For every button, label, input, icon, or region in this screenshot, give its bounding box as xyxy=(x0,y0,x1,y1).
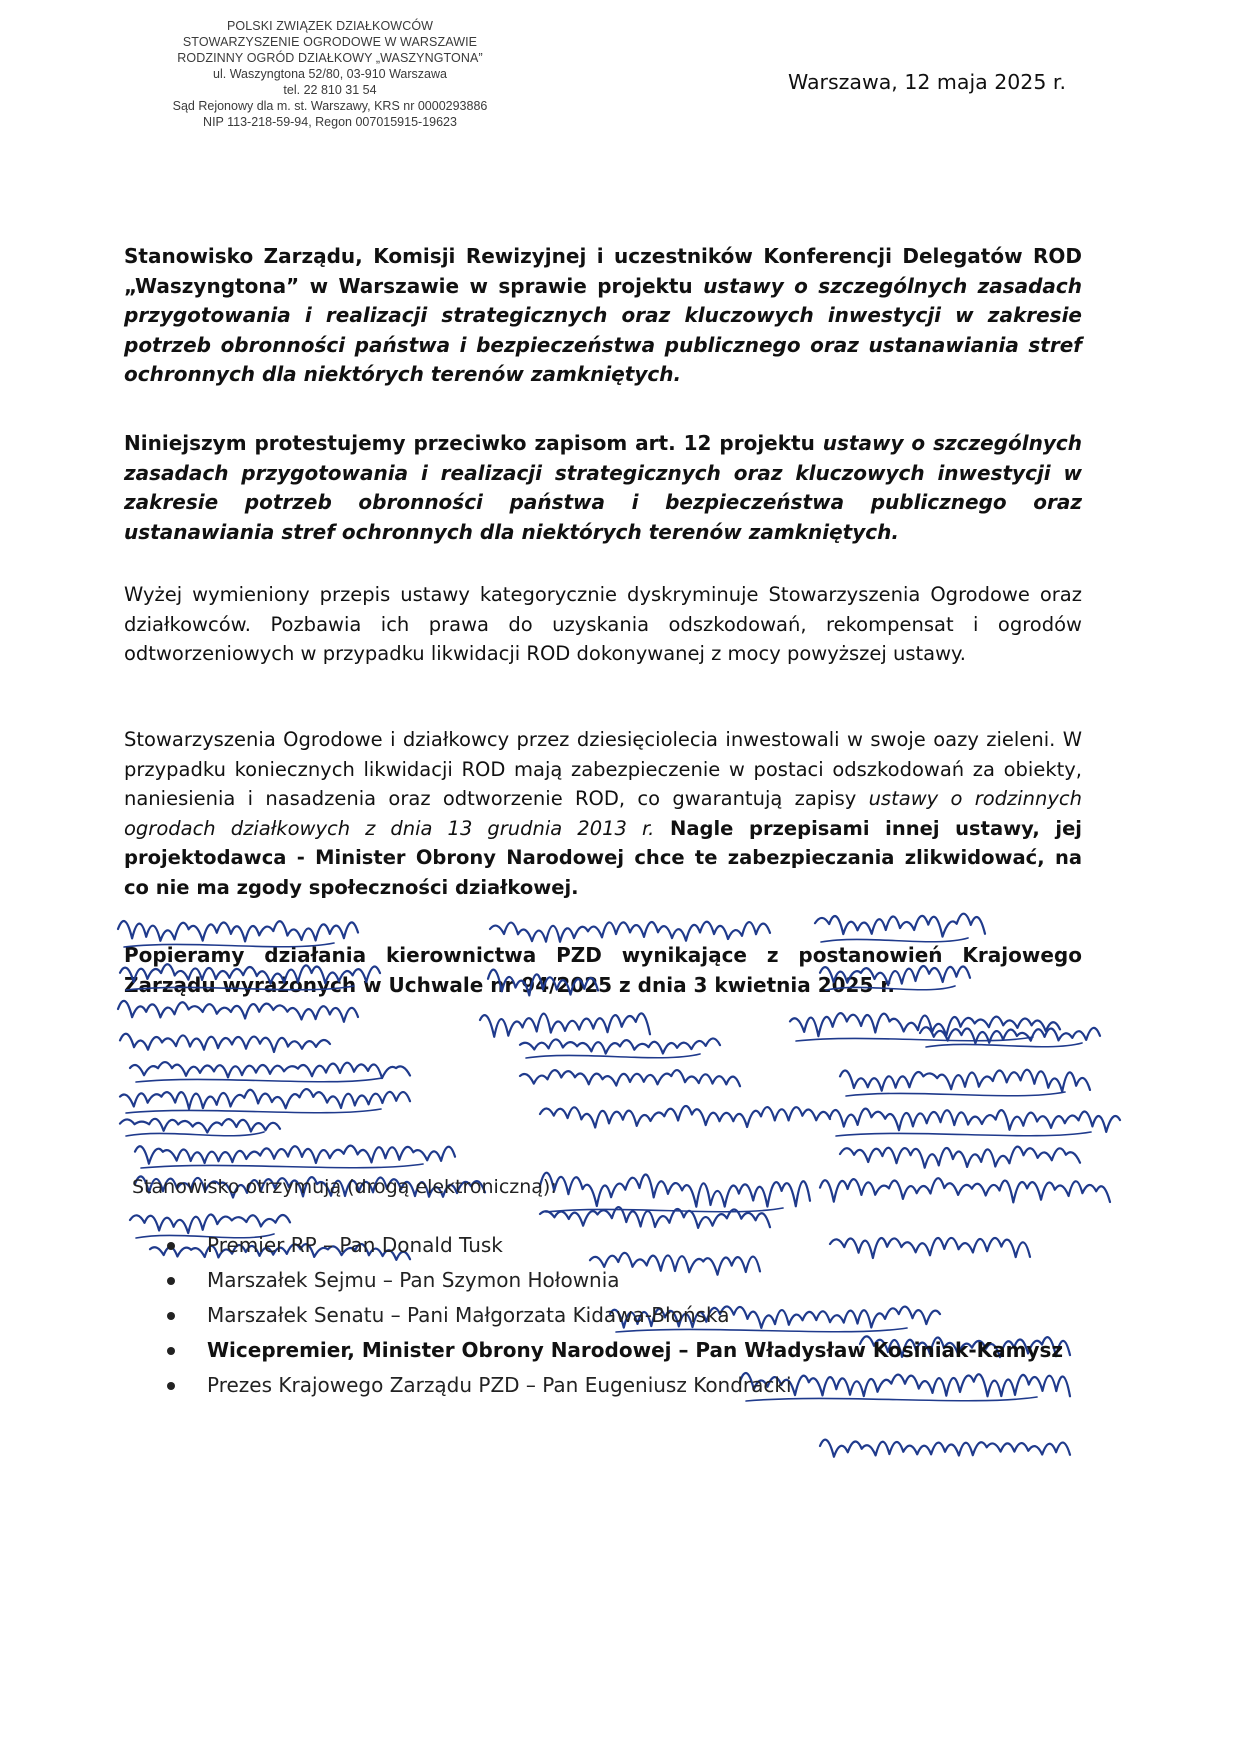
signature-mark xyxy=(540,1173,810,1207)
signature-mark xyxy=(135,1146,455,1164)
signature-mark xyxy=(120,1034,330,1052)
signature-flourish xyxy=(526,1054,700,1058)
signature-flourish xyxy=(836,1132,1091,1136)
stamp-line-krs: Sąd Rejonowy dla m. st. Warszawy, KRS nr 0000293886 xyxy=(172,99,488,113)
signature-flourish xyxy=(141,1164,423,1168)
signature-mark xyxy=(820,1178,1110,1202)
investment-paragraph xyxy=(124,725,1082,902)
bullet-icon xyxy=(167,1242,175,1250)
signature-mark xyxy=(520,1070,740,1086)
protest-act-name: ustawy o szczególnych zasadach przygotowania i realizacji strategicznych oraz kluczowych inwestycji w zakresie potrzeb obronności państwa i bezpieczeństwa publicznego oraz ustanawiania stref ochronnych dla niektórych terenów zamkniętych. xyxy=(124,431,1082,544)
signature-mark xyxy=(490,922,770,942)
stamp-line-association: STOWARZYSZENIE OGRODOWE W WARSZAWIE xyxy=(182,35,478,49)
protest-paragraph xyxy=(124,429,1082,547)
signature-mark xyxy=(815,914,985,937)
signature-mark xyxy=(540,1106,830,1128)
signature-mark xyxy=(840,1147,1080,1168)
signature-flourish xyxy=(126,1132,264,1136)
protest-text: Niniejszym protestujemy przeciwko zapisom art. 12 projektu xyxy=(124,431,823,455)
signature-mark xyxy=(480,1013,650,1036)
bullet-icon xyxy=(167,1347,175,1355)
stamp-line-phone: tel. 22 810 31 54 xyxy=(283,83,377,97)
signature-flourish xyxy=(926,1043,1082,1047)
signature-mark xyxy=(120,1119,280,1133)
letter-date: Warszawa, 12 maja 2025 r. xyxy=(788,70,1066,94)
signature-flourish xyxy=(796,1037,1033,1041)
signature-flourish xyxy=(546,1208,783,1212)
recipient-label: Marszałek Senatu – Pani Małgorzata Kidawa-Błońska xyxy=(207,1303,730,1327)
discrimination-paragraph: Wyżej wymieniony przepis ustawy kategorycznie dyskryminuje Stowarzyszenia Ogrodowe oraz działkowców. Pozbawia ich prawa do uzyskania odszkodowań, rekompensat i ogrodów odtworzeniowych w przypadku likwidacji ROD dokonywanej z mocy powyższej ustawy. xyxy=(124,583,1082,665)
stamp-line-nip: NIP 113-218-59-94, Regon 007015915-19623 xyxy=(203,115,457,129)
recipient-item xyxy=(165,1298,1063,1333)
support-paragraph: Popieramy działania kierownictwa PZD wynikające z postanowień Krajowego Zarządu wyrażonych w Uchwale nr 94/2025 z dnia 3 kwietnia 2025 r. xyxy=(124,943,1082,997)
recipients-list xyxy=(165,1228,1063,1403)
minister-statement: Nagle przepisami innej ustawy, jej projektodawca - Minister Obrony Narodowej chce te zabezpieczania zlikwidować, na co nie ma zgody społeczności działkowej. xyxy=(124,816,1082,899)
stamp-line-address: ul. Waszyngtona 52/80, 03-910 Warszawa xyxy=(213,67,447,81)
signature-mark xyxy=(130,1062,410,1078)
recipient-item xyxy=(165,1333,1063,1368)
signature-mark xyxy=(830,1109,1120,1132)
signature-mark xyxy=(790,1013,1060,1036)
signature-flourish xyxy=(136,1078,382,1082)
title-act-name: ustawy o szczególnych zasadach przygotowania i realizacji strategicznych oraz kluczowych inwestycji w zakresie potrzeb obronności państwa i bezpieczeństwa publicznego oraz ustanawiania stref ochronnych dla niektórych terenów zamkniętych. xyxy=(124,273,1083,386)
signature-flourish xyxy=(846,1092,1065,1096)
signature-flourish xyxy=(126,1109,381,1113)
signature-mark xyxy=(840,1070,1090,1092)
recipient-label: Marszałek Sejmu – Pan Szymon Hołownia xyxy=(207,1268,620,1292)
bullet-icon xyxy=(167,1277,175,1285)
signature-mark xyxy=(520,1038,720,1053)
stamp-line-union: POLSKI ZWIĄZEK DZIAŁKOWCÓW xyxy=(226,19,434,33)
recipients-heading: Stanowisko otrzymują (drogą elektroniczną): xyxy=(132,1176,557,1198)
recipient-item xyxy=(165,1228,1063,1263)
stamp-line-garden: RODZINNY OGRÓD DZIAŁKOWY „WASZYNGTONA” xyxy=(177,51,483,65)
letterhead-stamp xyxy=(150,18,510,130)
signature-mark xyxy=(120,1089,410,1109)
signature-mark xyxy=(118,921,358,941)
title-text: Stanowisko Zarządu, Komisji Rewizyjnej i uczestników Konferencji Delegatów ROD „Waszyngtona” w Warszawie w sprawie projektu xyxy=(124,244,1082,298)
recipient-item xyxy=(165,1263,1063,1298)
bullet-icon xyxy=(167,1312,175,1320)
recipient-label: Wicepremier, Minister Obrony Narodowej – Pan Władysław Kosiniak-Kamysz xyxy=(207,1338,1064,1362)
letter-title xyxy=(124,242,1082,390)
signature-mark xyxy=(540,1207,770,1228)
recipient-item xyxy=(165,1368,1063,1403)
allotment-act-name: ustawy o rodzinnych ogrodach działkowych z dnia 13 grudnia 2013 r. xyxy=(124,787,1083,840)
signature-mark xyxy=(118,1001,358,1022)
signature-mark xyxy=(820,1440,1070,1457)
recipient-label: Premier RP – Pan Donald Tusk xyxy=(207,1233,503,1257)
investment-text: Stowarzyszenia Ogrodowe i działkowcy przez dziesięciolecia inwestowali w swoje oazy zieleni. W przypadku koniecznych likwidacji ROD mają zabezpieczenie w postaci odszkodowań za obiekty, naniesienia i nasadzenia oraz odtworzenie ROD, co gwarantują zapisy xyxy=(124,728,1082,810)
recipient-label: Prezes Krajowego Zarządu PZD – Pan Eugeniusz Kondracki xyxy=(207,1373,792,1397)
signature-mark xyxy=(920,1027,1100,1043)
bullet-icon xyxy=(167,1382,175,1390)
